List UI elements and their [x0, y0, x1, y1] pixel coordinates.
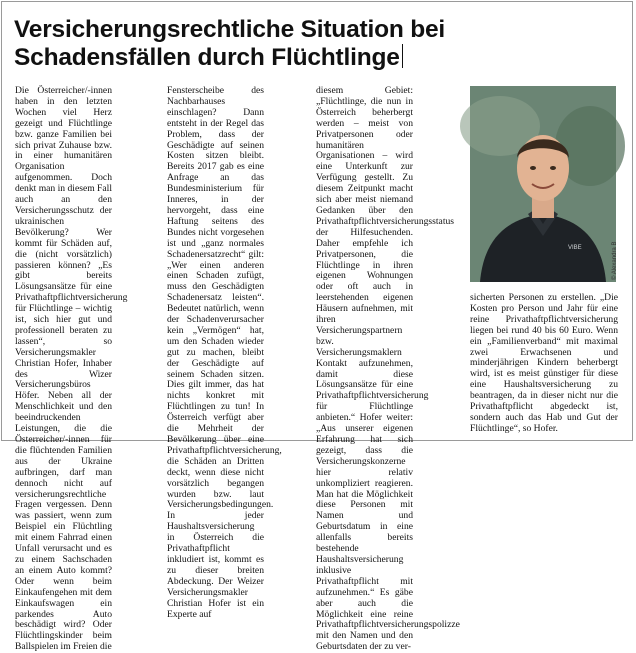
article-column-1	[15, 85, 128, 653]
column-3-text: diesem Gebiet: „Flüchtlinge, die nun in Österreich beherbergt werden – meist von Privatpersonen oder humanitären Organisationen – wird eine Unterkunft zur Verfügung gestellt. Zu diesem Zeitpunkt macht sich aber meist niemand Gedanken über den Privathaftpflichtversicherungsstatus der Hilfesuchenden. Daher empfehle ich Privatpersonen, die Flüchtlinge in ihren eigenen Wohnungen oder oft auch in leerstehenden eigenen Häusern aufnehmen, mit ihren Versicherungspartnern bzw. Versicherungsmaklern Kontakt aufzunehmen, damit diese Lösungsansätze für eine Privathaftpflichtversicherung für Flüchtlinge anbieten.“ Hofer weiter: „Aus unserer eigenen Erfahrung hat sich gezeigt, dass die Versicherungskonzerne hier relativ unkompliziert reagieren. Man hat die Möglichkeit diese Personen mit Namen und Geburtsdatum in eine allenfalls bereits bestehende Haushaltsversicherung inklusive Privathaftpflicht mit aufzunehmen.“ Es gäbe aber auch die Möglichkeit eine reine Privathaftpflichtversicherungspolizze mit den Namen und den Geburtsdaten der zu ver-	[316, 85, 460, 653]
text-cursor	[402, 44, 403, 68]
svg-text:VIBE: VIBE	[568, 245, 582, 251]
photo-credit: © Alexandra B	[612, 241, 618, 280]
column-2-text: Fensterscheibe des Nachbarhauses einschlagen? Dann entsteht in der Regel das Problem, dass der Geschädigte auf seinen Kosten sitzen bleibt. Bereits 2017 gab es eine Anfrage an das Bundesministerium für Inneres, in der hervorgeht, dass eine Haftung seitens des Bundes nicht vorgesehen ist und „ganz normales Schadenersatzrecht“ gilt: „Wer einen anderen einen Schaden zufügt, muss den Geschädigten Schadenersatz leisten“. Bedeutet natürlich, wenn der Schadenverursacher kein „Vermögen“ hat, um den Schaden wieder gut zu machen, bleibt der Geschädigte auf seinem Schaden sitzen. Dies gilt immer, das hat nichts konkret mit Flüchtlingen zu tun! In Österreich verfügt aber die Mehrheit der Bevölkerung über eine Privathaftpflichtversicherung, die Schäden an Dritten deckt, wenn diese nicht vorsätzlich begangen wurden bzw. laut Versicherungsbedingungen. In jeder Haushaltsversicherung in Österreich die Privathaftpflicht inkludiert ist, kommt es zu dieser breiten Abdeckung. Der Weizer Versicherungsmakler Christian Hofer ist ein Experte auf	[167, 85, 282, 620]
portrait-photo	[470, 86, 616, 282]
article-headline: Versicherungsrechtliche Situation bei Schadensfällen durch Flüchtlinge	[14, 16, 446, 71]
column-1-text: Die Österreicher/-innen haben in den letzten Wochen viel Herz gezeigt und Flüchtlinge bzw. ganze Familien bei sich privat Zuhause bzw. in einer humanitären Organisation aufgenommen. Doch denkt man in diesem Fall auch an den Versicherungsschutz der ukrainischen Bevölkerung? Wer kommt für Schäden auf, die (nicht vorsätzlich) passieren können? „Es gibt bereits Lösungsansätze für eine Privathaftpflichtversicherung für Flüchtlinge – wichtig ist, sich hier gut und professionell beraten zu lassen“, so Versicherungsmakler Christian Hofer, Inhaber des Wizer Versicherungsbüros Höfer. Neben all der Menschlichkeit und den beeindruckenden Leistungen, die die Österreicher/-innen für die flüchtenden Familien aus der Ukraine aufbringen, darf man dennoch nicht auf versicherungsrechtliche Fragen vergessen. Denn was passiert, wenn zum Beispiel ein Flüchtling mit einem Fahrrad einen Unfall verursacht und es zu einem Sachschaden an einem Auto kommt? Oder wenn beim Einkaufengehen mit dem Einkaufswagen ein parkendes Auto beschädigt wird? Oder Flüchtlingskinder beim Ballspielen im Freien die	[15, 85, 128, 653]
portrait-illustration	[470, 86, 616, 282]
article-column-2	[167, 85, 282, 620]
article-column-3	[316, 85, 460, 653]
article-column-4	[470, 293, 618, 441]
column-4-text: sicherten Personen zu erstellen. „Die Kosten pro Person und Jahr für eine reine Privathaftpflichtversicherung liegen bei rund 40 bis 60 Euro. Wenn ein „Familienverband“ mit maximal zwei Erwachsenen und minderjährigen Kindern beherbergt wird, ist es meist günstiger für diese eine Haushaltsversicherung zu beantragen, da in dieser nicht nur die Privathaftpflicht abgedeckt ist, sondern auch das Hab und Gut der Flüchtlinge“, so Hofer.	[470, 292, 618, 434]
